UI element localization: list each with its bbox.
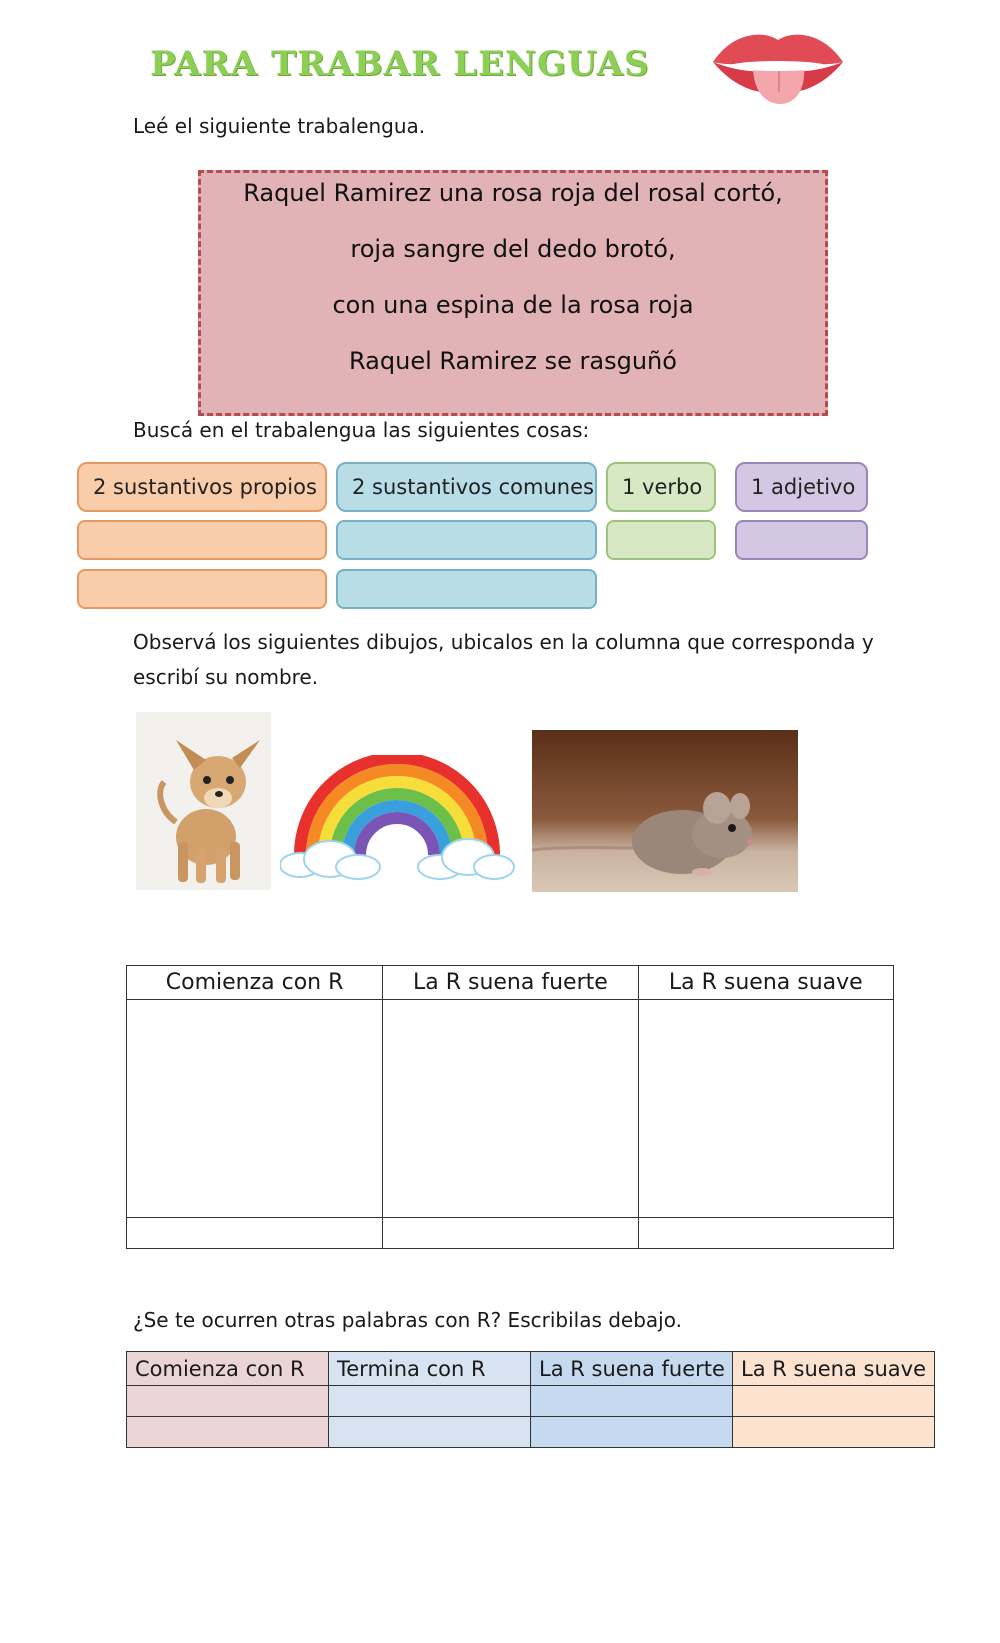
table2-input-cell[interactable] — [329, 1417, 531, 1448]
rainbow-image — [280, 755, 515, 885]
table2-input-cell[interactable] — [531, 1386, 733, 1417]
category-verb: 1 verbo — [606, 462, 716, 512]
table2-header-ends-with-r: Termina con R — [329, 1352, 531, 1386]
table1-drop-cell[interactable] — [127, 1000, 383, 1218]
table2-header-strong-r: La R suena fuerte — [531, 1352, 733, 1386]
poem-line: Raquel Ramirez se rasguñó — [349, 347, 677, 375]
proper-noun-answer-2[interactable] — [77, 569, 327, 609]
tongue-lips-icon — [708, 22, 848, 106]
table1-header-starts-with-r: Comienza con R — [127, 966, 383, 1000]
instruction-observe-line1: Observá los siguientes dibujos, ubicalos en la columna que corresponda y — [133, 630, 874, 654]
table1-drop-cell[interactable] — [638, 1000, 893, 1218]
table2-input-cell[interactable] — [531, 1417, 733, 1448]
table2-header-soft-r: La R suena suave — [733, 1352, 935, 1386]
tongue-twister-box — [198, 170, 828, 416]
dog-image — [136, 712, 271, 890]
table1-name-input[interactable] — [127, 1218, 383, 1249]
poem-line: con una espina de la rosa roja — [332, 291, 694, 319]
table2-input-cell[interactable] — [733, 1417, 935, 1448]
words-table — [126, 1351, 935, 1448]
common-noun-answer-2[interactable] — [336, 569, 597, 609]
category-adjective: 1 adjetivo — [735, 462, 868, 512]
mouse-image — [532, 730, 798, 892]
classification-table — [126, 965, 894, 1249]
common-noun-answer-1[interactable] — [336, 520, 597, 560]
instruction-read: Leé el siguiente trabalengua. — [133, 114, 426, 138]
verb-answer[interactable] — [606, 520, 716, 560]
poem-line: roja sangre del dedo brotó, — [350, 235, 676, 263]
page-title: PARA TRABAR LENGUAS — [150, 44, 650, 84]
category-proper-nouns: 2 sustantivos propios — [77, 462, 327, 512]
proper-noun-answer-1[interactable] — [77, 520, 327, 560]
table2-header-starts-with-r: Comienza con R — [127, 1352, 329, 1386]
category-common-nouns: 2 sustantivos comunes — [336, 462, 597, 512]
table2-input-cell[interactable] — [127, 1417, 329, 1448]
adjective-answer[interactable] — [735, 520, 868, 560]
table1-header-strong-r: La R suena fuerte — [383, 966, 638, 1000]
table1-drop-cell[interactable] — [383, 1000, 638, 1218]
table1-header-soft-r: La R suena suave — [638, 966, 893, 1000]
instruction-search: Buscá en el trabalengua las siguientes cosas: — [133, 418, 590, 442]
table2-input-cell[interactable] — [127, 1386, 329, 1417]
instruction-observe-line2: escribí su nombre. — [133, 665, 319, 689]
table2-input-cell[interactable] — [733, 1386, 935, 1417]
table1-name-input[interactable] — [383, 1218, 638, 1249]
table1-name-input[interactable] — [638, 1218, 893, 1249]
table2-input-cell[interactable] — [329, 1386, 531, 1417]
instruction-other-words: ¿Se te ocurren otras palabras con R? Escribilas debajo. — [133, 1308, 682, 1332]
poem-line: Raquel Ramirez una rosa roja del rosal cortó, — [243, 179, 783, 207]
